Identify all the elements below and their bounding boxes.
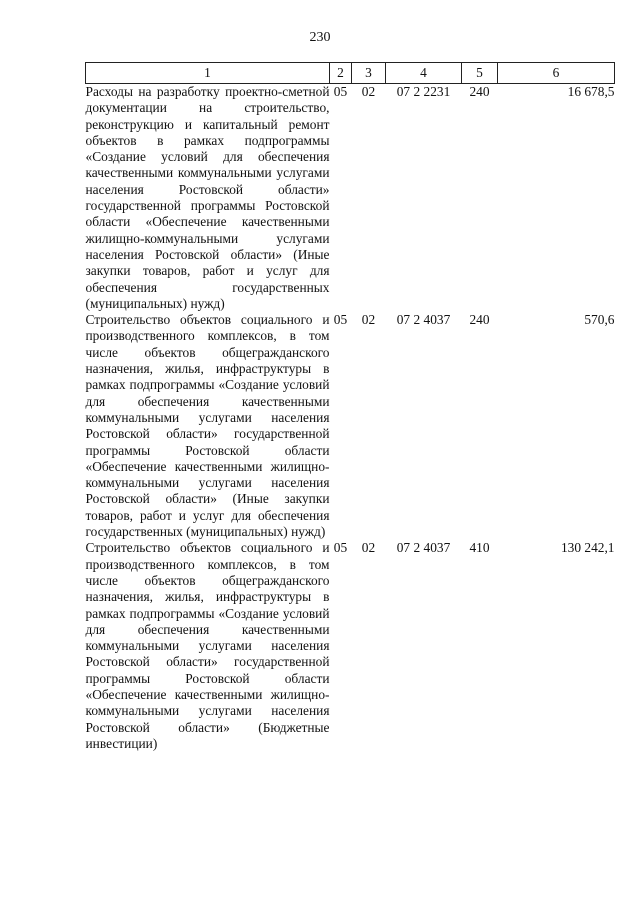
row-description: Расходы на разработку проектно-сметной документации на строительство, реконструкцию и капитальный ремонт объектов в рамках подпрограммы «Создание условий для обеспечения качественными коммунальными услугами населения Ростовской области» государственной программы Ростовской области «Обеспечение качественными жилищно-коммунальными услугами населения Ростовской области» (Иные закупки товаров, работ и услуг для обеспечения государственных (муниципальных) нужд) [85, 84, 330, 311]
row-section-code: 05 [333, 84, 348, 99]
row-amount: 130 242,1 [560, 540, 615, 556]
row-section-code: 05 [333, 540, 348, 556]
row-expense-type-code: 410 [469, 540, 490, 556]
row-target-item-code: 07 2 4037 [396, 312, 451, 328]
table-row [86, 84, 615, 313]
header-col-6: 6 [498, 63, 615, 84]
row-subsection-code: 02 [361, 84, 376, 99]
row-expense-type-code: 240 [469, 312, 490, 328]
header-col-4: 4 [386, 63, 462, 84]
table-row [86, 540, 615, 752]
page-number: 230 [309, 30, 331, 45]
row-amount: 570,6 [584, 312, 615, 328]
table-row [86, 312, 615, 540]
row-section-code: 05 [333, 312, 348, 328]
row-subsection-code: 02 [361, 312, 376, 328]
row-amount: 16 678,5 [567, 84, 615, 99]
row-subsection-code: 02 [361, 540, 376, 556]
header-col-3: 3 [352, 63, 386, 84]
header-col-5: 5 [462, 63, 498, 84]
table-header-row [86, 63, 615, 84]
row-description: Строительство объектов социального и производственного комплексов, в том числе объектов общегражданского назначения, жилья, инфраструктуры в рамках подпрограммы «Создание условий для обеспечения качественными коммунальными услугами населения Ростовской области» государственной программы Ростовской области «Обеспечение качественными жилищно-коммунальными услугами населения Ростовской области» (Бюджетные инвестиции) [85, 540, 330, 751]
budget-table [85, 62, 615, 752]
header-col-1: 1 [86, 63, 330, 84]
row-target-item-code: 07 2 4037 [396, 540, 451, 556]
header-col-2: 2 [330, 63, 352, 84]
row-description: Строительство объектов социального и производственного комплексов, в том числе объектов общегражданского назначения, жилья, инфраструктуры в рамках подпрограммы «Создание условий для обеспечения качественными коммунальными услугами населения Ростовской области» государственной программы Ростовской области «Обеспечение качественными жилищно-коммунальными услугами населения Ростовской области» (Иные закупки товаров, работ и услуг для обеспечения государственных (муниципальных) нужд) [85, 312, 330, 540]
row-target-item-code: 07 2 2231 [396, 84, 451, 99]
row-expense-type-code: 240 [469, 84, 490, 99]
